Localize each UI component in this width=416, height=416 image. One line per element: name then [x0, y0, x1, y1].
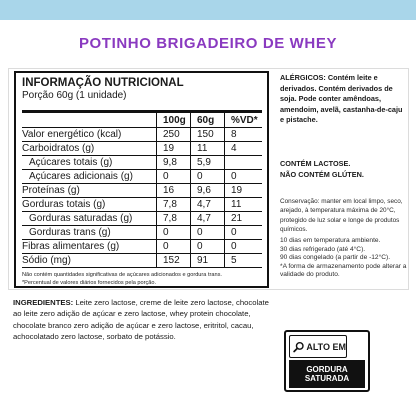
- nutrition-title: INFORMAÇÃO NUTRICIONAL: [22, 77, 184, 89]
- value-60g: 11: [190, 142, 224, 155]
- value-100g: 16: [156, 184, 190, 197]
- value-60g: 9,6: [190, 184, 224, 197]
- warning-line-2: SATURADA: [304, 374, 350, 383]
- nutrient-label: Fibras alimentares (g): [22, 241, 120, 252]
- storage-text: Conservação: manter em local limpo, seco, arejado, à temperatura máxima de 20°C, protegido de luz solar e longe de produtos químicos.: [280, 198, 403, 234]
- warning-top-box: [289, 335, 347, 358]
- warning-alto-em: ALTO EM: [306, 341, 346, 352]
- value-100g: 7,8: [156, 198, 190, 211]
- nutrition-row: [22, 142, 262, 156]
- product-title: POTINHO BRIGADEIRO DE WHEY: [78, 34, 338, 52]
- header-vd: %VD*: [224, 113, 262, 127]
- value-100g: 19: [156, 142, 190, 155]
- validity-line-4: *A forma de armazenamento pode alterar a validade do produto.: [280, 262, 407, 279]
- ingredients: [13, 297, 275, 343]
- header-100g: 100g: [156, 113, 190, 127]
- footnote-1: Não contém quantidades significativas de açúcares adicionados e gordura trans.: [22, 272, 222, 278]
- nutrient-label: Proteínas (g): [22, 185, 80, 196]
- value-vd: 0: [224, 170, 262, 183]
- validity-line-1: 10 dias em temperatura ambiente.: [280, 237, 381, 244]
- lactose-gluten-info: [280, 159, 408, 180]
- value-100g: 7,8: [156, 212, 190, 225]
- nutrition-row: [22, 240, 262, 254]
- value-60g: 4,7: [190, 198, 224, 211]
- nutrition-footnotes: [22, 271, 262, 288]
- value-vd: 21: [224, 212, 262, 225]
- value-vd: 19: [224, 184, 262, 197]
- footnote-2: *Percentual de valores diários fornecidos pela porção.: [22, 280, 157, 287]
- nutrition-table: [14, 71, 269, 288]
- nutrient-label: Carboidratos (g): [22, 143, 95, 154]
- nutrient-label: Gorduras totais (g): [22, 199, 106, 210]
- nutrient-label: Açúcares totais (g): [29, 157, 113, 168]
- nutrition-row: [22, 212, 262, 226]
- validity-info: [280, 237, 408, 280]
- nutrition-rows: [22, 128, 262, 268]
- validity-line-3: 90 dias congelado (a partir de -12°C).: [280, 254, 391, 262]
- nutrient-label: Sódio (mg): [22, 255, 71, 266]
- value-vd: 8: [224, 128, 262, 141]
- value-vd: 0: [224, 240, 262, 253]
- gluten-text: NÃO CONTÉM GLÚTEN.: [280, 169, 364, 179]
- value-60g: 5,9: [190, 156, 224, 169]
- high-saturated-fat-warning: [284, 330, 370, 392]
- value-100g: 152: [156, 254, 190, 267]
- value-60g: 0: [190, 240, 224, 253]
- value-vd: [224, 156, 262, 169]
- nutrition-row: [22, 198, 262, 212]
- nutrition-row: [22, 156, 262, 170]
- value-vd: 5: [224, 254, 262, 267]
- value-60g: 150: [190, 128, 224, 141]
- warning-nutrient-box: [289, 360, 365, 388]
- nutrient-label: Gorduras trans (g): [29, 227, 111, 238]
- value-60g: 0: [190, 226, 224, 239]
- value-100g: 9,8: [156, 156, 190, 169]
- nutrient-label: Valor energético (kcal): [22, 129, 122, 140]
- nutrition-row: [22, 184, 262, 198]
- lactose-text: CONTÉM LACTOSE.: [280, 159, 351, 168]
- nutrition-row: [22, 128, 262, 142]
- nutrition-header-row: [22, 113, 262, 128]
- value-100g: 0: [156, 226, 190, 239]
- magnifier-icon: [293, 340, 304, 354]
- nutrition-row: [22, 170, 262, 184]
- ingredients-text: Leite zero lactose, creme de leite zero lactose, chocolate ao leite zero adição de açúcar e zero lactose, whey protein chocolate, chocolate branco zero adição de açúcar e zero lactose, eritritol, cacau, achocolatado zero lactose, sorbato de potássio.: [13, 298, 269, 342]
- value-100g: 0: [156, 170, 190, 183]
- title-bar: [0, 20, 416, 66]
- value-vd: 11: [224, 198, 262, 211]
- value-60g: 91: [190, 254, 224, 267]
- nutrition-row: [22, 254, 262, 268]
- value-100g: 250: [156, 128, 190, 141]
- warning-line-1: GORDURA: [306, 365, 348, 374]
- header-60g: 60g: [190, 113, 224, 127]
- value-60g: 4,7: [190, 212, 224, 225]
- value-vd: 0: [224, 226, 262, 239]
- ingredients-label: INGREDIENTES:: [13, 298, 74, 307]
- value-60g: 0: [190, 170, 224, 183]
- nutrient-label: Gorduras saturadas (g): [29, 213, 133, 224]
- nutrition-portion: Porção 60g (1 unidade): [22, 90, 127, 101]
- allergen-text: ALÉRGICOS: Contém leite e derivados. Contém derivados de soja. Pode conter amêndoas, amendoim, avelã, castanha-de-caju e pistache.: [280, 73, 403, 125]
- value-100g: 0: [156, 240, 190, 253]
- validity-line-2: 30 dias refrigerado (até 4°C).: [280, 245, 366, 253]
- nutrient-label: Açúcares adicionais (g): [29, 171, 133, 182]
- value-vd: 4: [224, 142, 262, 155]
- nutrition-row: [22, 226, 262, 240]
- top-color-band: [0, 0, 416, 20]
